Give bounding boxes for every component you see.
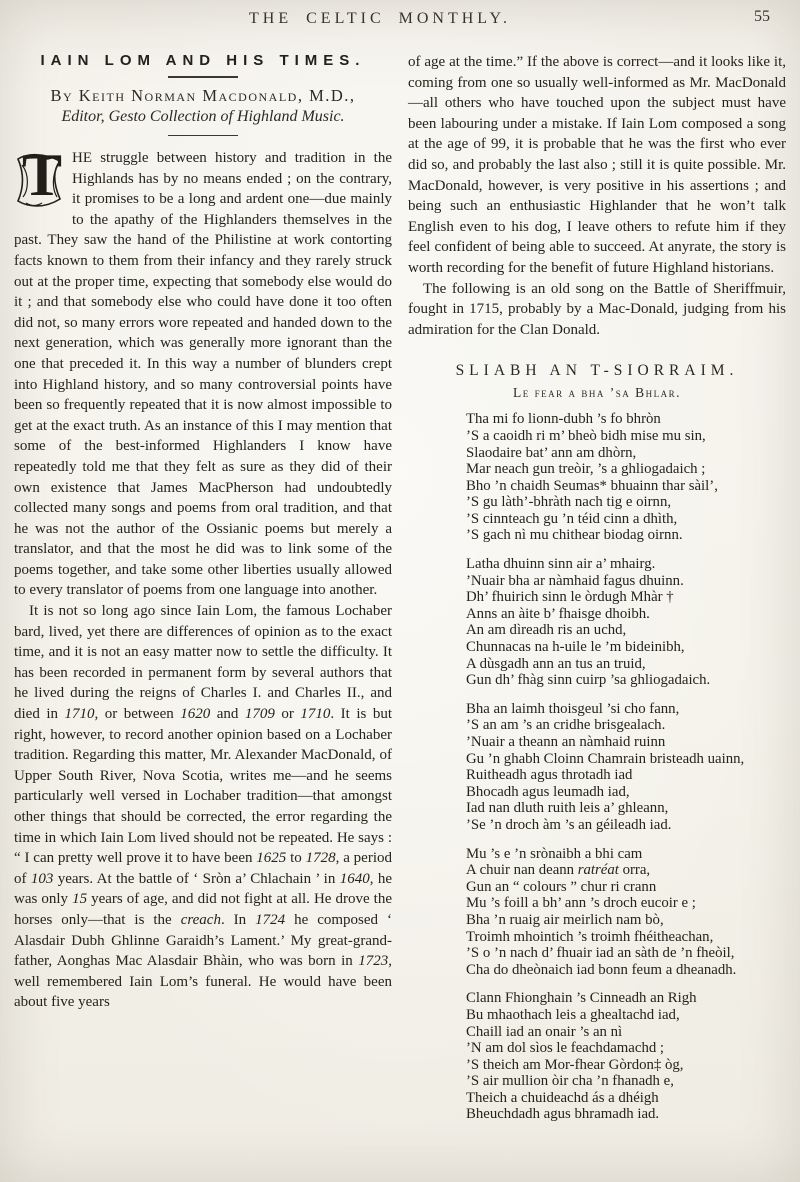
verse-line: Iad nan dluth ruith leis a’ ghleann, <box>466 800 669 817</box>
verse-line: Chunnacas na h-uile le ’m bideinibh, <box>466 639 685 656</box>
verse-line: Cha do dheònaich iad bonn feum a dheanadh. <box>466 961 737 978</box>
text-segment: It is not so long ago since Iain Lom, the famous Lochaber bard, lived, yet there are differences of opinion as to the exact time, and it is not an easy matter now to settle the difficulty. It has been recorded in permanent form by several authors that he lived during the reigns of Charles I. and Charles II., and died in <box>14 603 392 723</box>
byline-rule <box>168 135 238 136</box>
italic-text: 1724 <box>255 911 286 928</box>
dropcap-initial <box>14 142 66 211</box>
verse-line: Chaill iad an onair ’s an nì <box>466 1023 623 1040</box>
italic-text: 1709 <box>244 706 275 723</box>
text-segment: HE struggle between history and tradition in the Highlands has by no means ended ; on the contrary, it promises to be a long and ardent one—due mainly to the apathy of the Highlanders themselves in the past. They saw the hand of the Philistine at work contorting facts known to them from their infancy and they rarely struck out at the proper time, expecting that somebody else would do it ; and that somebody else who could have done it too often did not, so many errors wore repeated and handed down to the next generation, which was generally more ignorant than the one that preceded it. In this way a number of blunders crept into Highland history, and so many controversial points have been so frequently repeated that it is now almost impossible to get at the exact truth. As an instance of this I may mention that some of the best-informed Highlanders I know have repeatedly told me that they felt as sure as they did of their own existence that James MacPherson had undoubtedly collected many songs and poems from oral tradition, and that he was not the author of the Ossianic poems but merely a translator, and that the most he did was to link some of the poems together, and take some other liberties usually allowed to every translator of poems from one language into another. <box>14 150 392 599</box>
text-segment: . It is but right, however, to record another opinion based on a Lochaber tradition. Regarding this matter, Mr. Alexander MacDonald, of Upper South River, Nova Scotia, writes me—and he seems particularly well versed in Lochaber tradition—that amongst other things that should be corrected, the error regarding the time in which Iain Lom lived should not be repeated. He says : “ I can pretty well prove it to have been <box>14 706 392 867</box>
verse-line: Mar neach gun treòir, ’s a ghliogadaich ; <box>466 461 706 478</box>
verse-line: Theich a chuideachd ás a dhéigh <box>466 1089 659 1106</box>
verse-line: Clann Fhionghain ’s Cinneadh an Righ <box>466 990 697 1007</box>
verse-line: ’N am dol sìos le feachdamachd ; <box>466 1040 665 1057</box>
left-column <box>14 38 392 1135</box>
verse-line: Latha dhuinn sinn air a’ mhairg. <box>466 556 656 573</box>
article-paragraph-3 <box>408 52 786 279</box>
verse-line: A dùsgadh ann an tus an truid, <box>466 655 646 672</box>
verse-line: Slaodaire bat’ ann am dhòrn, <box>466 444 637 461</box>
article-paragraph-1 <box>14 142 392 601</box>
song-subtitle: Le fear a bha ’sa Bhlar. <box>512 385 681 401</box>
text-segment: , or between <box>94 706 181 723</box>
italic-text: 1625 <box>256 850 287 867</box>
text-segment: A chuir nan deann <box>466 862 578 879</box>
italic-text: 103 <box>30 870 54 887</box>
article-paragraph-2 <box>14 601 392 1013</box>
text-segment: orra, <box>618 862 651 879</box>
italic-text: 1710 <box>300 706 331 723</box>
text-segment: he composed ‘ Alasdair Dubh Ghlinne Garaidh’s Lament.’ My great-grand-father, Aonghas Mac Alasdair Bhàin, who was born in <box>14 911 393 970</box>
verse-line: Gun an “ colours ” chur ri crann <box>466 878 657 895</box>
article-title: IAIN LOM AND HIS TIMES. <box>40 52 366 69</box>
text-segment: to <box>286 850 306 867</box>
text-segment: of age at the time.” If the above is correct—and it looks like it, coming from one so usually well-informed as Mr. MacDonald—all others who have touched upon the subject must have been labouring under a mistake. If Iain Lom composed a song at the age of 99, it is probable that he was the first who ever did so, and probably the last also ; still it is quite possible. Mr. MacDonald, however, is very positive in his assertions ; and being such an enthusiastic Highlander that he won’t talk English even to his dog, I leave others to refute him if they feel confident of being able to succeed. At anyrate, the story is worth recording for the benefit of future Highland historians. <box>408 54 786 276</box>
right-column <box>408 38 786 1135</box>
verse-line: ’S o ’n nach d’ fhuair iad an sàth de ’n fheòil, <box>466 945 735 962</box>
verse-line: ’Se ’n droch àm ’s an géileadh iad. <box>466 816 672 833</box>
verse-line: ’S cinnteach gu ’n téid cinn a dhìth, <box>466 510 678 527</box>
text-segment: or <box>274 706 301 723</box>
verse-line: Ruitheadh agus throtadh iad <box>466 767 633 784</box>
verse-line: Dh’ fhuirich sinn le òrdugh Mhàr † <box>466 589 674 606</box>
italic-text: 1728 <box>305 850 336 867</box>
italic-text: creach <box>180 911 221 928</box>
page-number: 55 <box>754 8 770 25</box>
byline-role: Editor, Gesto Collection of Highland Music. <box>61 108 345 125</box>
verse-line: ’S a caoidh ri m’ bheò bidh mise mu sin, <box>466 427 706 444</box>
verse-line: ’S gach nì mu chithear biodag oirnn. <box>466 527 683 544</box>
verse-line: ’S an am ’s an cridhe brisgealach. <box>466 717 666 734</box>
italic-text: 1620 <box>180 706 211 723</box>
italic-text: 1723 <box>358 953 389 970</box>
two-column-layout <box>14 38 786 1135</box>
italic-text: 15 <box>72 891 88 908</box>
text-segment: years. At the battle of ‘ Sròn a’ Chlachain ’ in <box>53 870 340 887</box>
verse-line: ’S air mullion òir cha ’n fhanadh e, <box>466 1073 674 1090</box>
article-paragraph-4 <box>408 279 786 341</box>
text-segment: and <box>210 706 245 723</box>
byline: By Keith Norman Macdonald, M.D., <box>50 86 356 105</box>
song-stanza-3 <box>408 701 786 834</box>
paragraph-text <box>14 150 392 598</box>
song-stanza-5 <box>408 990 786 1123</box>
text-segment: years of age, and did not fight at all. He drove the horses only—that is the <box>14 891 392 928</box>
title-rule <box>168 76 238 78</box>
verse-line: An am dìreadh ris an uchd, <box>466 622 627 639</box>
text-segment: . In <box>220 911 256 928</box>
dropcap-letter: T <box>22 142 63 208</box>
verse-line: Gun dh’ fhàg sinn cuirp ’sa ghliogadaich. <box>466 672 711 689</box>
verse-line: ’Nuair a theann an nàmhaid ruinn <box>466 734 666 750</box>
page-header <box>14 6 786 36</box>
verse-line: Bu mhaothach leis a ghealtachd iad, <box>466 1006 680 1023</box>
journal-title: THE CELTIC MONTHLY. <box>249 10 511 27</box>
verse-line: ’S gu làth’-bhràth nach tig e oirnn, <box>466 494 672 511</box>
verse-line: Bho ’n chaidh Seumas* bhuainn thar sàil’, <box>466 477 718 494</box>
verse-line: ’S theich am Mor-fhear Gòrdon‡ òg, <box>466 1056 684 1073</box>
verse-line: ’Nuair bha ar nàmhaid fagus dhuinn. <box>466 572 684 589</box>
text-segment: The following is an old song on the Battle of Sheriffmuir, fought in 1715, probably by a Mac-Donald, judging from his admiration for the Clan Donald. <box>408 280 786 338</box>
song-stanza-1 <box>408 411 786 544</box>
verse-line: Mu ’s e ’n srònaibh a bhi cam <box>466 845 643 862</box>
verse-line: Bhocadh agus leumadh iad, <box>466 783 630 800</box>
text-segment: , a period of <box>14 850 392 887</box>
italic-text: 1640 <box>339 870 370 887</box>
verse-line: Mu ’s foill a bh’ ann ’s droch eucoir e ; <box>466 895 696 912</box>
song-stanza-4 <box>408 846 786 979</box>
verse-line: Tha mi fo lionn-dubh ’s fo bhròn <box>466 411 661 428</box>
verse-line: Gu ’n ghabh Cloinn Chamrain bristeadh uainn, <box>466 750 745 767</box>
song-stanza-2 <box>408 556 786 689</box>
italic-text: ratréat <box>577 862 619 879</box>
text-segment: , well remembered Iain Lom’s funeral. He would have been about five years <box>14 953 392 1011</box>
verse-line: Anns an àite b’ fhaisge dhoibh. <box>466 605 650 622</box>
verse-line: Troimh mhointich ’s troimh fhéitheachan, <box>466 928 714 945</box>
italic-text: 1710 <box>64 706 95 723</box>
verse-line: Bheuchdadh agus bhramadh iad. <box>466 1106 660 1123</box>
text-segment: , he was only <box>14 870 392 908</box>
verse-line <box>466 862 786 879</box>
song-title: SLIABH AN T-SIORRAIM. <box>455 362 739 380</box>
verse-line: Bha an laimh thoisgeul ’si cho fann, <box>466 700 680 717</box>
verse-line: Bha ’n ruaig air meirlich nam bò, <box>466 911 664 928</box>
